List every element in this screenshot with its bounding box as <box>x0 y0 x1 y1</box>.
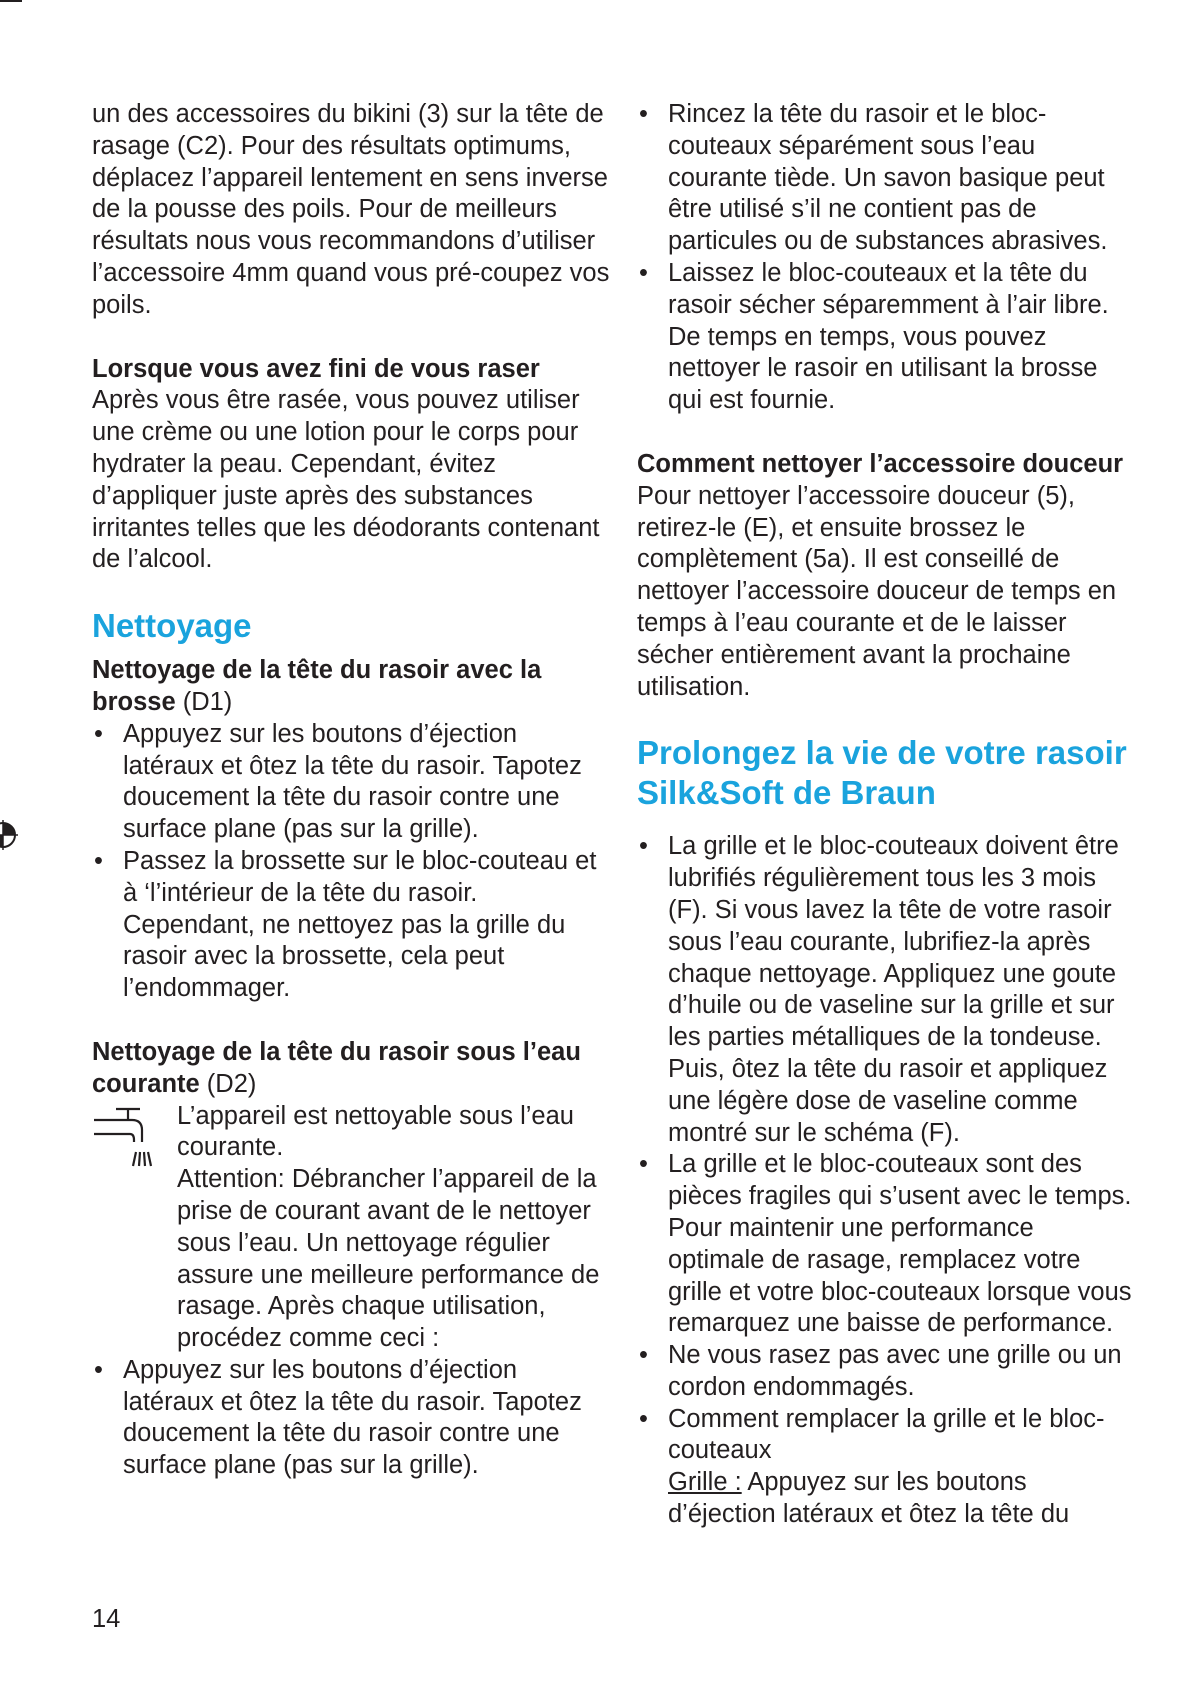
intro-paragraph: un des accessoires du bikini (3) sur la tête de rasage (C2). Pour des résultats optimums, déplacez l’appareil lentement en sens inverse de la pousse des poils. Pour de meilleurs résultats nous vous recommandons d’utiliser l’accessoire 4mm quand vous pré-coupez vos poils. <box>92 100 610 319</box>
grille-text: Appuyez sur les boutons d’éjection latéraux et ôtez la tête du <box>668 1468 1070 1529</box>
lifespan-bullets <box>637 831 1137 1531</box>
water-note-block <box>92 1101 612 1355</box>
water-warning: Attention: Débrancher l’appareil de la prise de courant avant de le nettoyer sous l’eau. Un nettoyage régulier assure une meilleure performance de rasage. Après chaque utilisation, procédez comme ceci : <box>177 1165 600 1353</box>
list-item: • Appuyez sur les boutons d’éjection latéraux et ôtez la tête du rasoir. Tapotez doucement la tête du rasoir contre une surface plane (pas sur la grille). <box>92 719 612 846</box>
rinse-bullets <box>637 99 1137 417</box>
list-item <box>637 1404 1137 1531</box>
list-item: • Appuyez sur les boutons d’éjection latéraux et ôtez la tête du rasoir. Tapotez doucement la tête du rasoir contre une surface plane (pas sur la grille). <box>92 1355 612 1482</box>
crop-mark <box>0 0 22 2</box>
list-item: • La grille et le bloc-couteaux sont des pièces fragiles qui s’usent avec le temps. Pour maintenir une performance optimale de rasage, remplacez votre grille et votre bloc-couteaux lorsque vous remarquez une baisse de performance. <box>637 1149 1137 1340</box>
section-title-lifespan: Prolongez la vie de votre rasoir Silk&Soft de Braun <box>637 734 1127 812</box>
list-item: • La grille et le bloc-couteaux doivent être lubrifiés régulièrement tous les 3 mois (F). Si vous lavez la tête de votre rasoir sous l’eau courante, lubrifiez-la après chaque nettoyage. Appliquez une goute d’huile ou de vaseline sur la grille et sur les parties métalliques de la tondeuse. Puis, ôtez la tête du rasoir et appliquez une légère dose de vaseline comme montré sur le schéma (F). <box>637 831 1137 1149</box>
list-item: • Laissez le bloc-couteaux et la tête du rasoir sécher séparemment à l’air libre. De temps en temps, vous pouvez nettoyer le rasoir en utilisant la brosse qui est fournie. <box>637 258 1137 417</box>
water-heading: Nettoyage de la tête du rasoir sous l’eau courante <box>92 1037 581 1098</box>
list-item: • Passez la brossette sur le bloc-couteau et à ‘l’intérieur de la tête du rasoir. Cependant, ne nettoyez pas la grille du rasoir avec la brossette, cela peut l’endommager. <box>92 846 612 1005</box>
replace-title: Comment remplacer la grille et le bloc-couteaux <box>668 1404 1105 1465</box>
water-ref: (D2) <box>199 1069 257 1098</box>
douceur-heading: Comment nettoyer l’accessoire douceur <box>637 449 1124 478</box>
after-shave-heading: Lorsque vous avez fini de vous raser <box>92 354 540 383</box>
right-column <box>637 99 1137 1531</box>
faucet-icon <box>94 1104 164 1170</box>
section-title-cleaning: Nettoyage <box>92 607 252 645</box>
registration-mark-icon <box>0 820 18 850</box>
after-shave-body: Après vous être rasée, vous pouvez utiliser une crème ou une lotion pour le corps pour hydrater la peau. Cependant, évitez d’appliquer juste après des substances irritantes telles que les déodorants contenant de l’alcool. <box>92 386 600 574</box>
brush-ref: (D1) <box>175 687 233 716</box>
douceur-body: Pour nettoyer l’accessoire douceur (5), retirez-le (E), et ensuite brossez le complètement (5a). Il est conseillé de nettoyer l’accessoire douceur de temps en temps à l’eau courante et de le laisser sécher entièrement avant la prochaine utilisation. <box>637 481 1117 701</box>
list-item: • Rincez la tête du rasoir et le bloc-couteaux séparément sous l’eau courante tiède. Un savon basique peut être utilisé s’il ne contient pas de particules ou de substances abrasives. <box>637 99 1137 258</box>
grille-label: Grille : <box>668 1468 742 1497</box>
water-bullets <box>92 1355 612 1482</box>
brush-heading-line <box>92 655 612 719</box>
brush-bullets <box>92 719 612 1005</box>
page-number: 14 <box>92 1605 121 1633</box>
list-item: • Ne vous rasez pas avec une grille ou un cordon endommagés. <box>637 1340 1137 1404</box>
water-note: L’appareil est nettoyable sous l’eau courante. <box>177 1101 574 1162</box>
brush-heading: Nettoyage de la tête du rasoir avec la brosse <box>92 656 542 716</box>
water-heading-line <box>92 1037 612 1101</box>
left-column <box>92 99 612 1482</box>
